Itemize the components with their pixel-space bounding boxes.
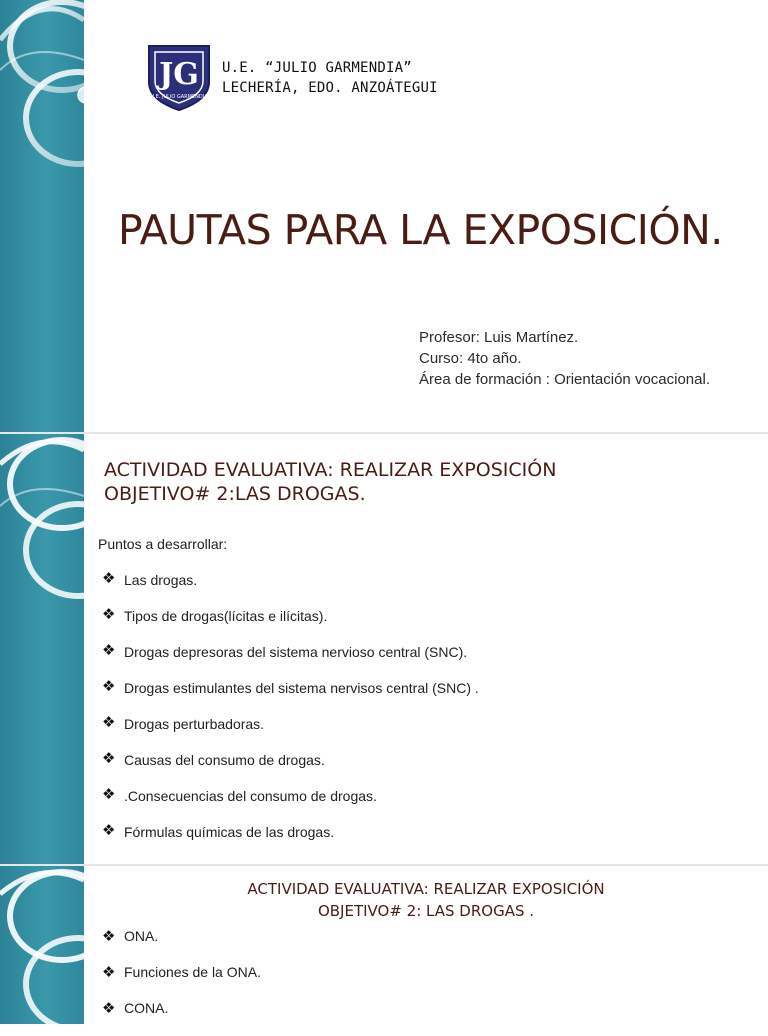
list-item: ❖ Las drogas. — [102, 570, 198, 588]
diamond-bullet-icon: ❖ — [102, 786, 116, 803]
school-location: LECHERÍA, EDO. ANZOÁTEGUI — [222, 80, 438, 96]
activity-title-line1: ACTIVIDAD EVALUATIVA: REALIZAR EXPOSICIÓN — [104, 459, 557, 481]
list-item: ❖ ONA. — [102, 928, 159, 945]
diamond-bullet-icon: ❖ — [102, 928, 116, 945]
activity-title-2-line1: ACTIVIDAD EVALUATIVA: REALIZAR EXPOSICIÓN — [247, 880, 605, 898]
school-name: U.E. “JULIO GARMENDIA” — [222, 60, 412, 76]
page-title: PAUTAS PARA LA EXPOSICIÓN. — [118, 206, 723, 254]
school-logo — [146, 42, 212, 112]
activity-title-2 — [84, 878, 768, 922]
decorative-sidebar — [0, 0, 84, 432]
activity-title-2-line2: OBJETIVO# 2: LAS DROGAS . — [317, 902, 535, 920]
list-item: ❖ Drogas perturbadoras. — [102, 714, 265, 732]
list-item: ❖ Drogas depresoras del sistema nervioso central (SNC). — [102, 642, 468, 660]
decorative-sidebar — [0, 866, 84, 1024]
list-item: ❖ Causas del consumo de drogas. — [102, 750, 325, 768]
diamond-bullet-icon: ❖ — [102, 678, 116, 695]
decorative-sidebar — [0, 434, 84, 864]
diamond-bullet-icon: ❖ — [102, 750, 116, 767]
curso-line: Curso: 4to año. — [419, 350, 522, 367]
profesor-line: Profesor: Luis Martínez. — [419, 329, 579, 346]
list-item: ❖ Fórmulas químicas de las drogas. — [102, 822, 335, 840]
swirl-decoration-icon — [0, 866, 84, 1024]
points-list — [102, 570, 479, 858]
diamond-bullet-icon: ❖ — [102, 606, 116, 623]
diamond-bullet-icon: ❖ — [102, 570, 116, 587]
logo-monogram: JG — [159, 57, 199, 92]
points-list-2 — [102, 928, 261, 1036]
swirl-decoration-icon — [0, 434, 84, 864]
activity-title-line2: OBJETIVO# 2:LAS DROGAS. — [104, 483, 366, 505]
points-intro: Puntos a desarrollar: — [98, 536, 228, 552]
swirl-decoration-icon — [0, 0, 84, 432]
list-item: ❖ .Consecuencias del consumo de drogas. — [102, 786, 377, 804]
list-item: ❖ Tipos de drogas(lícitas e ilícitas). — [102, 606, 328, 624]
course-info — [419, 327, 710, 390]
diamond-bullet-icon: ❖ — [102, 822, 116, 839]
logo-text: U.E. JULIO GARMENDIA — [150, 94, 208, 100]
diamond-bullet-icon: ❖ — [102, 964, 116, 981]
list-item: ❖ Funciones de la ONA. — [102, 964, 261, 981]
slide-1 — [0, 0, 768, 432]
activity-title — [104, 458, 556, 506]
area-line: Área de formación : Orientación vocacional. — [419, 371, 710, 388]
diamond-bullet-icon: ❖ — [102, 714, 116, 731]
diamond-bullet-icon: ❖ — [102, 1000, 116, 1017]
diamond-bullet-icon: ❖ — [102, 642, 116, 659]
school-header — [222, 58, 438, 98]
list-item: ❖ CONA. — [102, 1000, 169, 1017]
list-item: ❖ Drogas estimulantes del sistema nervisos central (SNC) . — [102, 678, 479, 696]
